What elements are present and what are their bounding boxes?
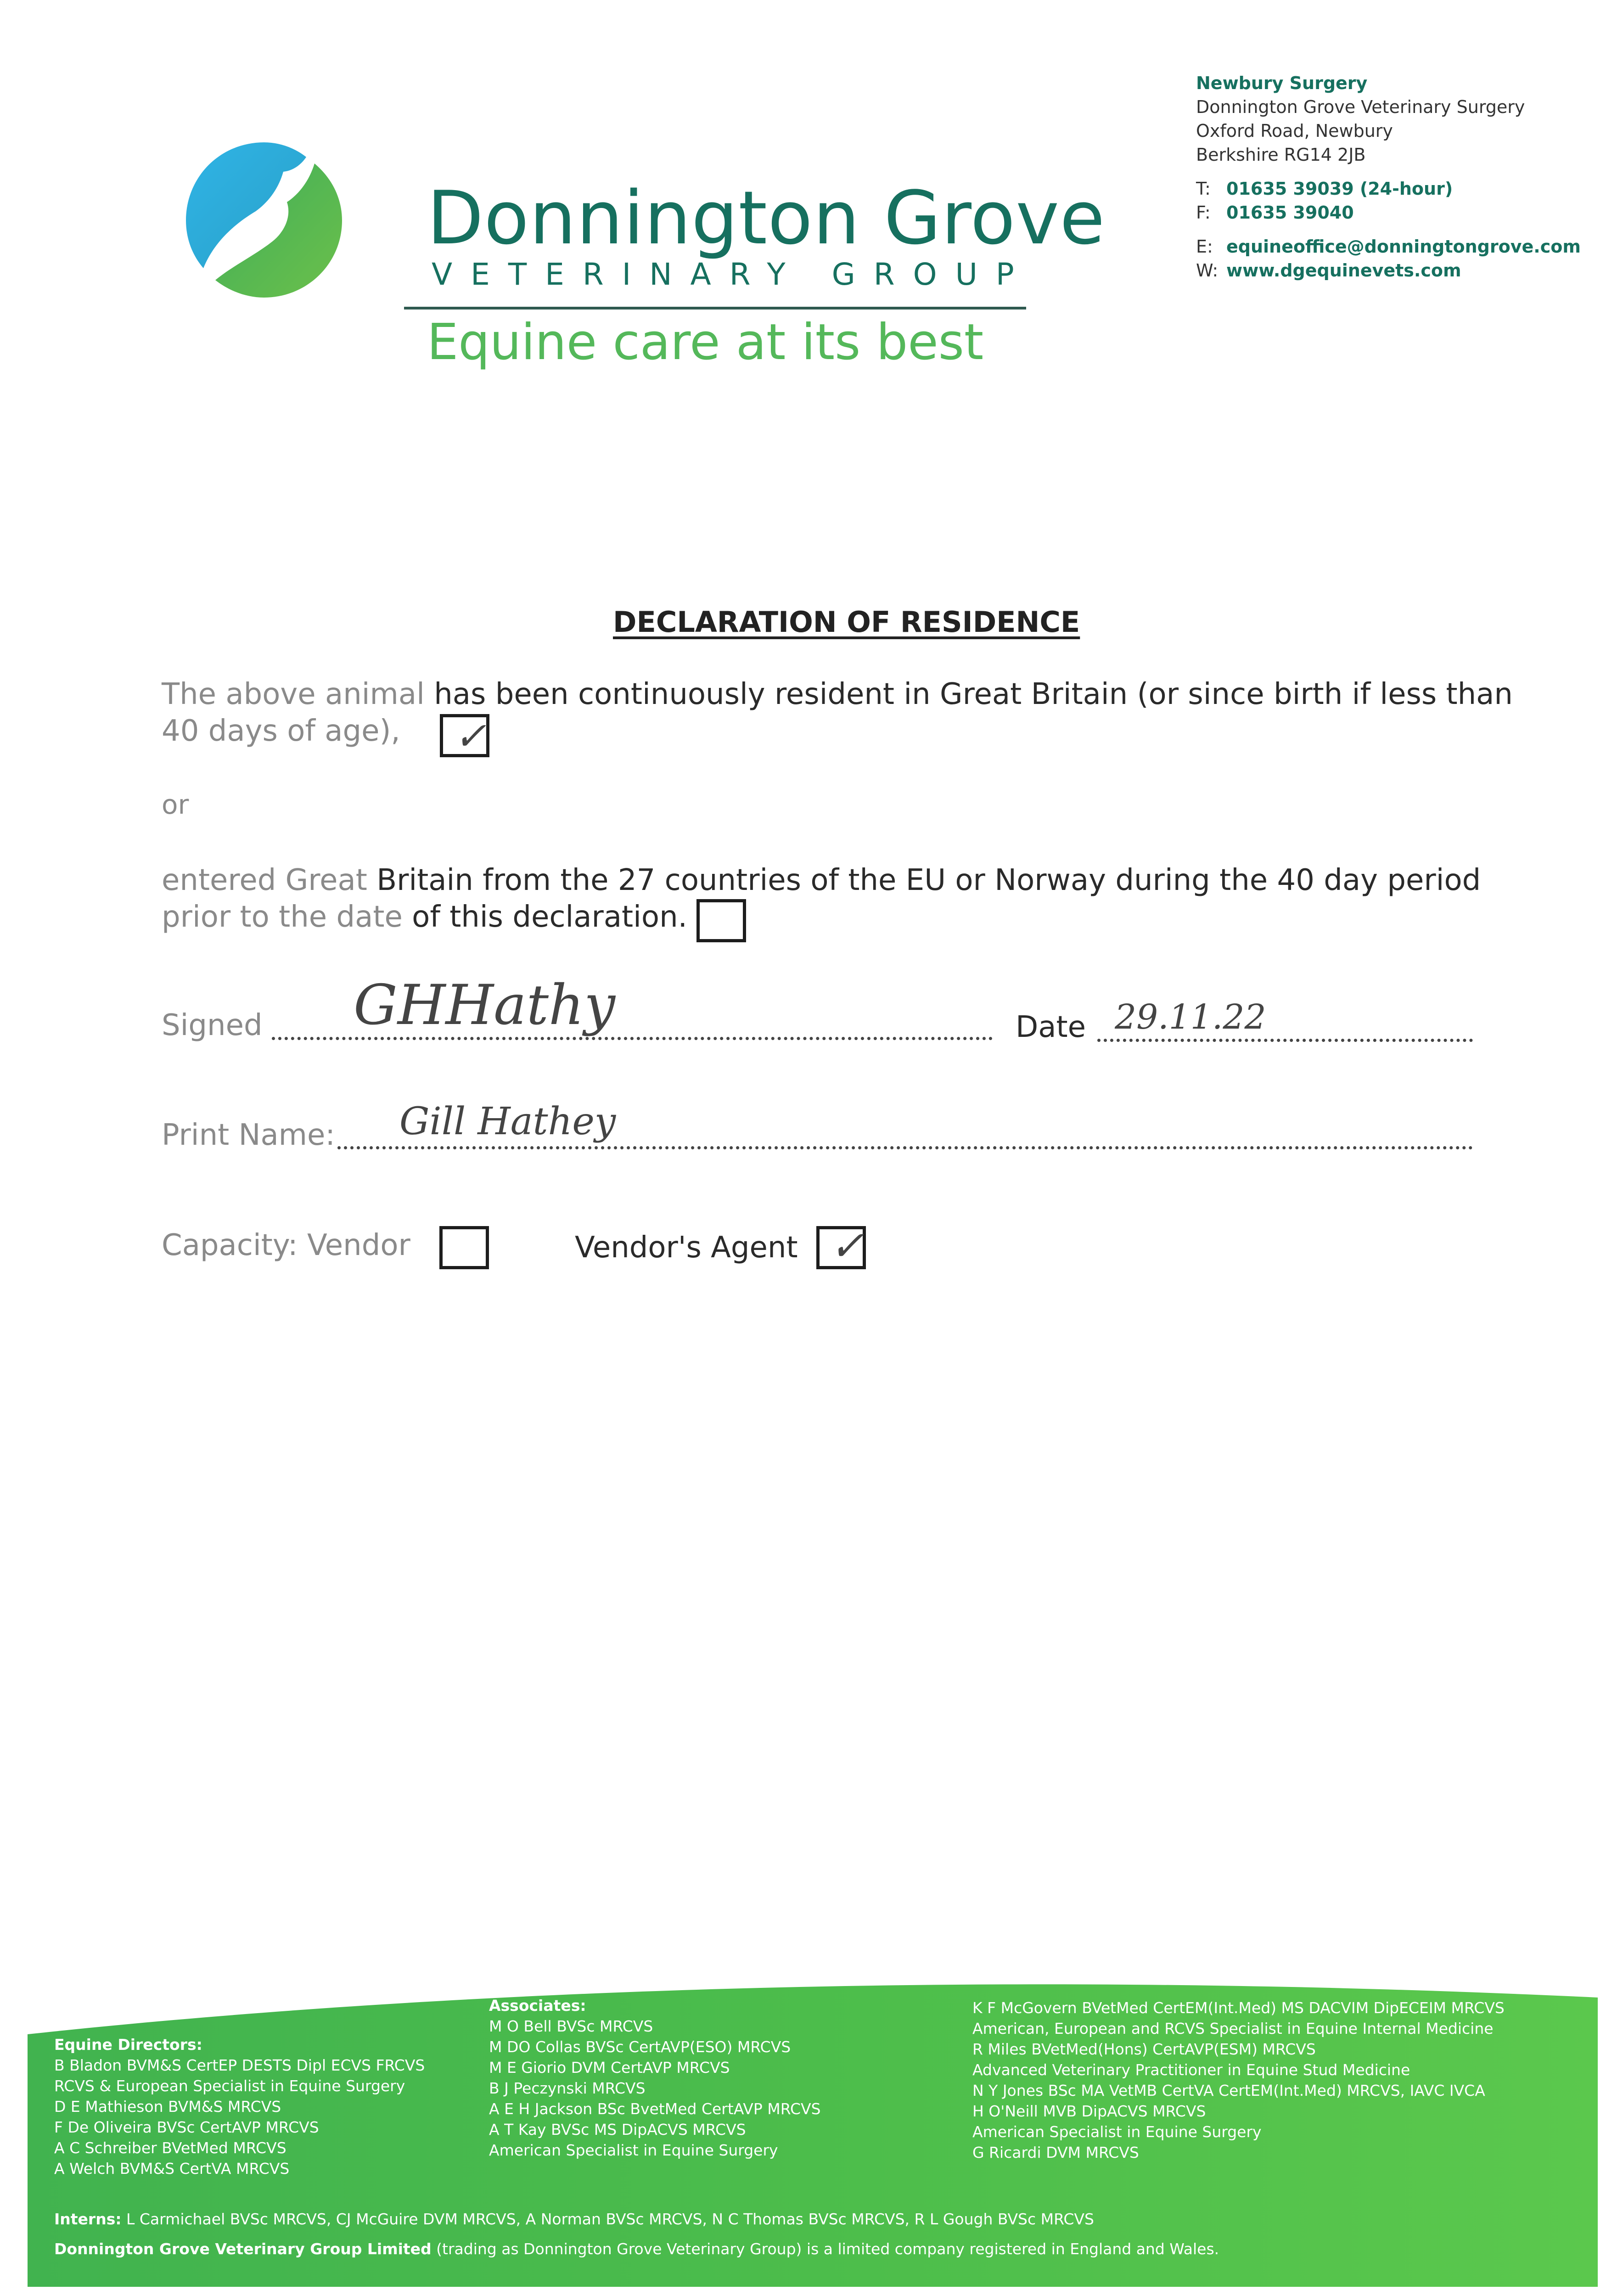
company-name: Donnington Grove Veterinary Group Limited xyxy=(54,2240,432,2258)
contact-block xyxy=(1196,71,1581,282)
tagline: Equine care at its best xyxy=(427,314,984,371)
fax-label: F: xyxy=(1196,203,1211,223)
director-line: A Welch BVM&S CertVA MRCVS xyxy=(54,2160,290,2178)
print-name-value: Gill Hathey xyxy=(399,1100,616,1143)
directors-title: Equine Directors: xyxy=(54,2036,202,2054)
print-name-label: Print Name: xyxy=(162,1118,335,1152)
address-line: Donnington Grove Veterinary Surgery xyxy=(1196,97,1525,117)
associate-line: M E Giorio DVM CertAVP MRCVS xyxy=(489,2059,730,2077)
entered-gb-checkbox[interactable] xyxy=(696,899,746,942)
directors-block xyxy=(54,2034,425,2179)
signature-line xyxy=(272,1037,993,1040)
specialists-block xyxy=(972,1998,1505,2163)
specialist-line: N Y Jones BSc MA VetMB CertVA CertEM(Int.Med) MRCVS, IAVC IVCA xyxy=(972,2082,1485,2099)
director-line: D E Mathieson BVM&S MRCVS xyxy=(54,2098,281,2116)
tel-label: T: xyxy=(1196,179,1211,199)
declaration-title: DECLARATION OF RESIDENCE xyxy=(613,605,1080,639)
specialist-line: American Specialist in Equine Surgery xyxy=(972,2123,1262,2141)
specialist-line: Advanced Veterinary Practitioner in Equine Stud Medicine xyxy=(972,2061,1410,2079)
interns-label: Interns: xyxy=(54,2210,122,2228)
address-line: Berkshire RG14 2JB xyxy=(1196,145,1366,165)
associate-line: M O Bell BVSc MRCVS xyxy=(489,2017,653,2035)
date-value: 29.11.22 xyxy=(1115,997,1266,1037)
associate-line: B J Peczynski MRCVS xyxy=(489,2079,646,2097)
brand-divider xyxy=(404,307,1026,310)
check-mark-icon: ✓ xyxy=(830,1222,865,1270)
signature: GHHathy xyxy=(354,974,615,1037)
web-label: W: xyxy=(1196,260,1219,281)
website-link[interactable]: www.dgequinevets.com xyxy=(1226,260,1461,281)
horse-head-logo-icon xyxy=(177,133,351,303)
signed-label: Signed xyxy=(162,1008,263,1042)
address-line: Oxford Road, Newbury xyxy=(1196,121,1393,141)
email-label: E: xyxy=(1196,236,1213,257)
director-line: F De Oliveira BVSc CertAVP MRCVS xyxy=(54,2118,319,2136)
specialist-line: H O'Neill MVB DipACVS MRCVS xyxy=(972,2102,1206,2120)
option1-line2: 40 days of age), xyxy=(162,714,400,748)
interns-names: L Carmichael BVSc MRCVS, CJ McGuire DVM MRCVS, A Norman BVSc MRCVS, N C Thomas BVSc MRCVS, R L Gough BVSc MRCVS xyxy=(126,2210,1094,2228)
surgery-name: Newbury Surgery xyxy=(1196,73,1368,93)
specialist-line: K F McGovern BVetMed CertEM(Int.Med) MS DACVIM DipECEIM MRCVS xyxy=(972,1999,1505,2017)
date-line xyxy=(1097,1039,1473,1042)
specialist-line: G Ricardi DVM MRCVS xyxy=(972,2144,1139,2161)
option2-line2: prior to the date of this declaration. xyxy=(162,900,687,934)
vendors-agent-checkbox[interactable] xyxy=(816,1222,866,1270)
telephone: 01635 39039 (24-hour) xyxy=(1226,179,1453,199)
associates-title: Associates: xyxy=(489,1997,586,2015)
interns-line xyxy=(54,2209,1094,2229)
specialist-line: American, European and RCVS Specialist in Equine Internal Medicine xyxy=(972,2020,1494,2037)
specialist-line: R Miles BVetMed(Hons) CertAVP(ESM) MRCVS xyxy=(972,2040,1316,2058)
resident-checkbox[interactable] xyxy=(440,714,489,757)
date-label: Date xyxy=(1016,1010,1086,1044)
or-separator: or xyxy=(162,789,189,820)
option1-line1: The above animal has been continuously resident in Great Britain (or since birth if less than xyxy=(162,677,1513,711)
company-line xyxy=(54,2239,1219,2259)
option2-line1: entered Great Britain from the 27 countries of the EU or Norway during the 40 day period xyxy=(162,863,1481,897)
print-name-line xyxy=(337,1146,1473,1149)
check-mark-icon: ✓ xyxy=(454,714,487,759)
fax: 01635 39040 xyxy=(1226,203,1354,223)
associate-line: A E H Jackson BSc BvetMed CertAVP MRCVS xyxy=(489,2100,821,2118)
vendors-agent-label: Vendor's Agent xyxy=(575,1231,798,1265)
vendor-checkbox[interactable] xyxy=(439,1226,489,1269)
director-line: B Bladon BVM&S CertEP DESTS Dipl ECVS FRCVS xyxy=(54,2056,425,2074)
associate-line: A T Kay BVSc MS DipACVS MRCVS xyxy=(489,2121,746,2138)
director-line: RCVS & European Specialist in Equine Surgery xyxy=(54,2077,405,2095)
company-registration: (trading as Donnington Grove Veterinary Group) is a limited company registered in England and Wales. xyxy=(431,2240,1219,2258)
director-line: A C Schreiber BVetMed MRCVS xyxy=(54,2139,286,2157)
brand-name: Donnington Grove xyxy=(427,175,1106,261)
associate-line: M DO Collas BVSc CertAVP(ESO) MRCVS xyxy=(489,2038,791,2056)
email-link[interactable]: equineoffice@donningtongrove.com xyxy=(1226,236,1581,257)
associate-line: American Specialist in Equine Surgery xyxy=(489,2141,778,2159)
brand-subtitle: VETERINARY GROUP xyxy=(432,257,1033,292)
capacity-vendor-label: Capacity: Vendor xyxy=(162,1228,410,1262)
associates-block xyxy=(489,1995,821,2161)
